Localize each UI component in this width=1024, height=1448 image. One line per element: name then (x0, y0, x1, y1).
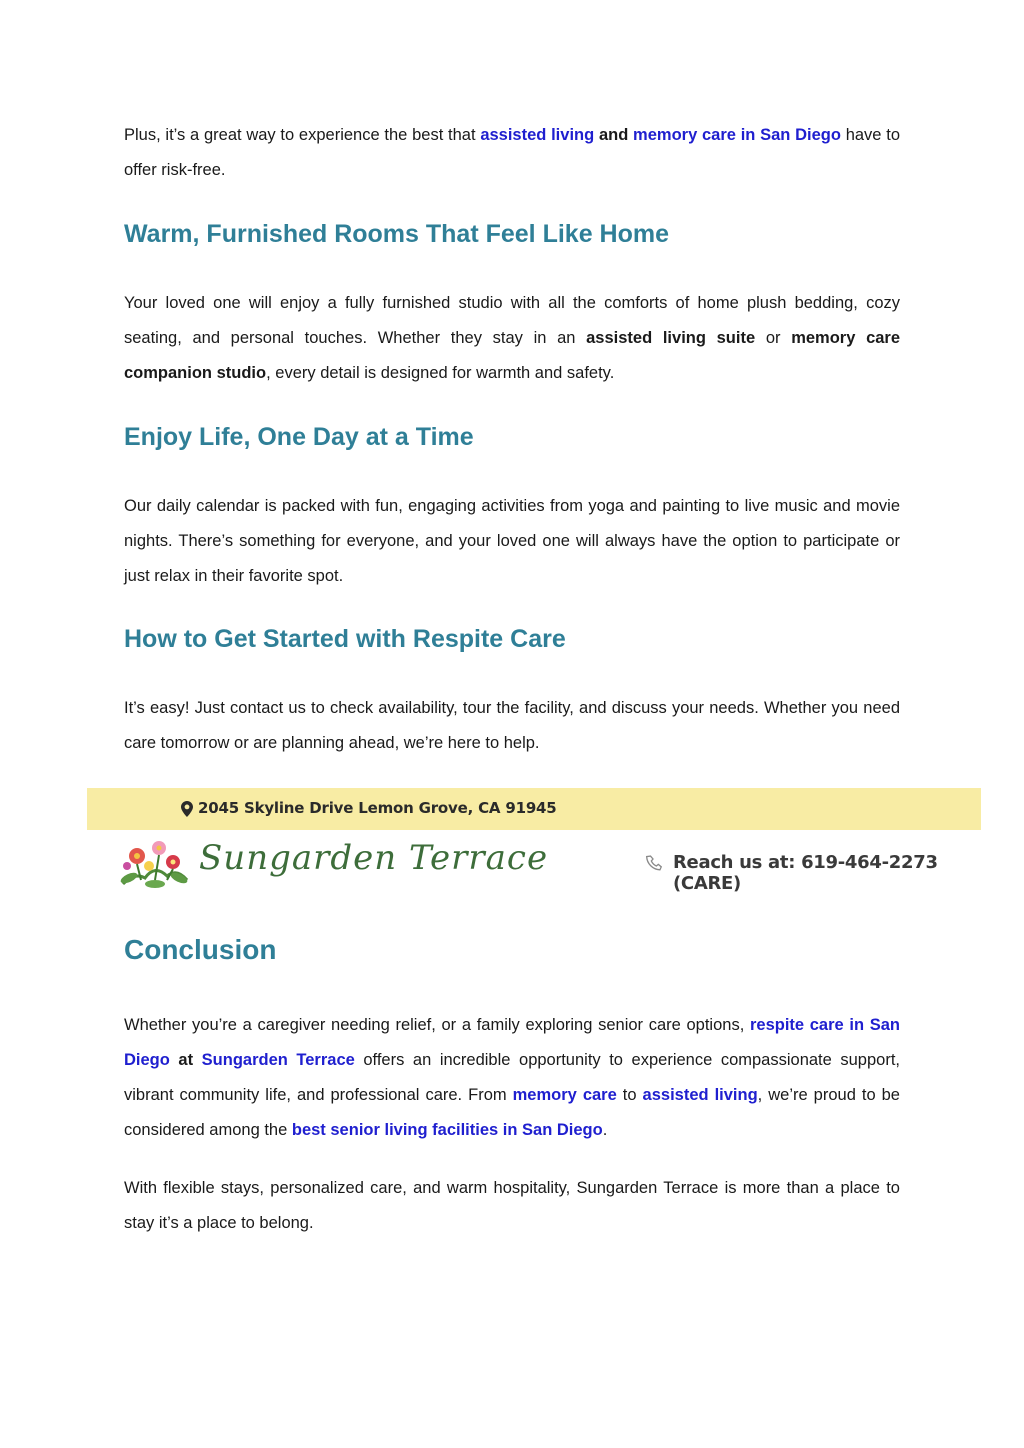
furnished-rooms-paragraph: Your loved one will enjoy a fully furnished studio with all the comforts of home plush bedding, cozy seating, and personal touches. Whether they stay in an assisted living suite or memory care companion studio, every detail is designed for warmth and safety. (124, 294, 901, 382)
intro-paragraph: Plus, it’s a great way to experience the best that assisted living and memory care in San Diego have to offer risk-free. (124, 126, 900, 179)
sungarden-terrace-link[interactable]: Sungarden Terrace (201, 1051, 355, 1069)
address-bar (87, 788, 981, 830)
get-started-paragraph: It’s easy! Just contact us to check availability, tour the facility, and discuss your needs. Whether you need care tomorrow or are planning ahead, we’re here to help. (124, 699, 900, 752)
flower-logo-icon (115, 834, 193, 897)
heading-furnished-rooms: Warm, Furnished Rooms That Feel Like Home (124, 220, 669, 248)
memory-care-link[interactable]: memory care (512, 1086, 617, 1104)
best-senior-living-link[interactable]: best senior living facilities in San Diego (291, 1121, 603, 1139)
reach-us-phone[interactable]: Reach us at: 619-464-2273 (CARE) (673, 852, 938, 894)
contact-banner (87, 788, 981, 900)
heading-conclusion: Conclusion (124, 934, 277, 965)
memory-care-san-diego-link[interactable]: memory care in San Diego (633, 126, 841, 144)
heading-get-started: How to Get Started with Respite Care (124, 625, 566, 653)
logo-text: Sungarden Terrace (199, 838, 549, 878)
phone-icon (645, 854, 665, 879)
intro-section (124, 118, 900, 188)
closing-paragraph: With flexible stays, personalized care, and warm hospitality, Sungarden Terrace is more than a place to stay it’s a place to belong. (124, 1179, 900, 1232)
assisted-living-link-2[interactable]: assisted living (642, 1086, 758, 1104)
assisted-living-link[interactable]: assisted living (480, 126, 595, 144)
conclusion-paragraph: Whether you’re a caregiver needing relief, or a family exploring senior care options, respite care in San Diego at Sungarden Terrace offers an incredible opportunity to experience compassionate support, vibrant community life, and professional care. From memory care to assisted living, we’re proud to be considered among the best senior living facilities in San Diego. (124, 1016, 901, 1139)
map-pin-icon (181, 801, 193, 822)
respite-care-link[interactable]: respite care in San Diego (124, 1016, 900, 1069)
heading-enjoy-life: Enjoy Life, One Day at a Time (124, 423, 474, 451)
address-text: 2045 Skyline Drive Lemon Grove, CA 91945 (198, 799, 557, 817)
enjoy-life-paragraph: Our daily calendar is packed with fun, engaging activities from yoga and painting to live music and movie nights. There’s something for everyone, and your loved one will always have the option to participate or just relax in their favorite spot. (124, 497, 900, 585)
